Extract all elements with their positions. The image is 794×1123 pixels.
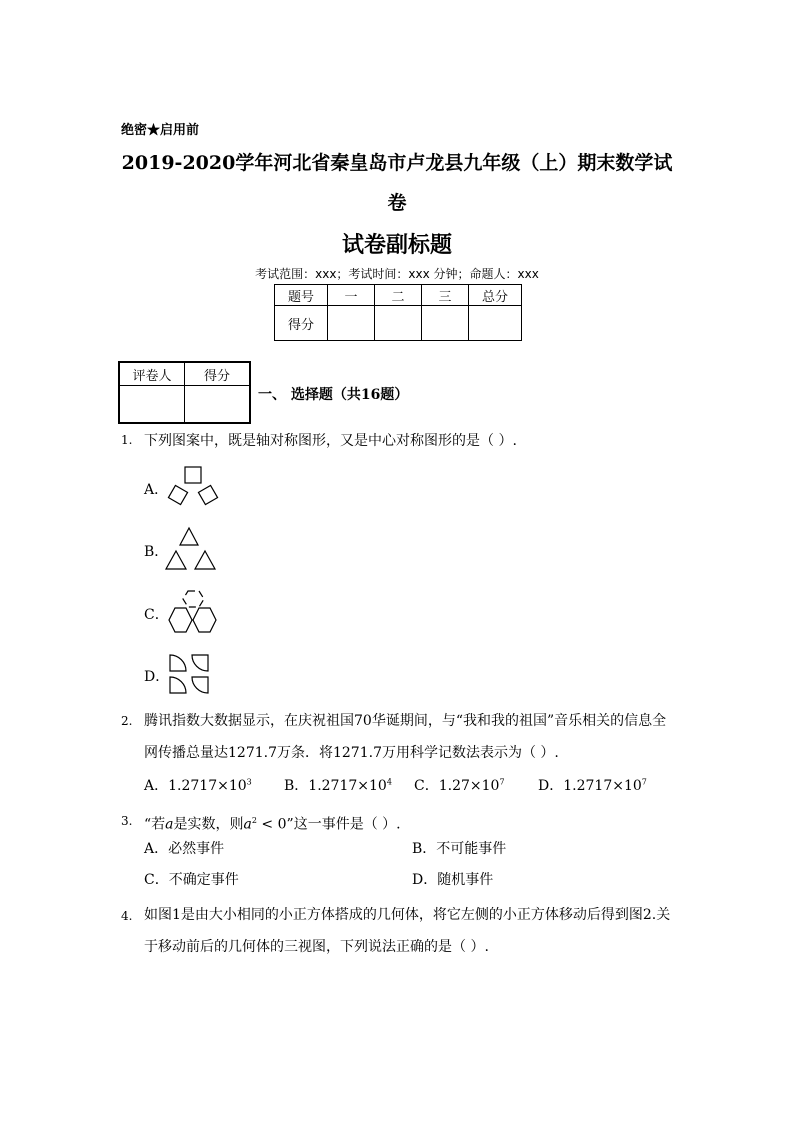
score-cell — [422, 306, 469, 341]
score-header-1: 一 — [328, 285, 375, 306]
question-3-text — [144, 806, 401, 840]
grader-score-cell — [185, 386, 251, 424]
q2-option-a — [144, 775, 252, 795]
score-header-total: 总分 — [469, 285, 522, 306]
figure-triangles — [165, 527, 217, 571]
question-number: 4. — [121, 909, 133, 923]
figure-squares — [165, 466, 221, 508]
q3-exp: 2 — [251, 816, 257, 825]
q2-option-b-label: B． — [284, 778, 309, 794]
q2-option-c-exp: 7 — [499, 777, 505, 787]
q2-option-c-base: 1.27×10 — [438, 778, 500, 794]
q3-option-c: C．不确定事件 — [144, 872, 239, 888]
question-number: 2. — [121, 714, 133, 728]
exam-info: 考试范围：xxx；考试时间：xxx 分钟；命题人：xxx — [255, 267, 539, 281]
score-cell — [375, 306, 422, 341]
question-number: 3. — [121, 814, 133, 828]
q2-option-c-label: C． — [414, 778, 439, 794]
option-c-label: C． — [144, 607, 169, 623]
q2-option-b-exp: 4 — [386, 777, 392, 787]
q2-option-b-base: 1.2717×10 — [308, 778, 387, 794]
score-row-label: 得分 — [275, 306, 328, 341]
q3-text-mid: 是实数，则 — [173, 816, 244, 833]
q2-option-d-base: 1.2717×10 — [563, 778, 642, 794]
section-title: 一、 选择题（共16题） — [258, 387, 409, 403]
score-header-number: 题号 — [275, 285, 328, 306]
q3-var-a: a — [165, 816, 174, 833]
q3-var-a2: a — [243, 816, 252, 833]
exam-subtitle: 试卷副标题 — [341, 232, 452, 258]
q3-option-a: A．必然事件 — [144, 841, 225, 857]
q3-text-post: ”这一事件是（ ）. — [286, 816, 401, 833]
exam-title-line1: 2019-2020学年河北省秦皇岛市卢龙县九年级（上）期末数学试 — [121, 152, 673, 174]
confidential-mark: 绝密★启用前 — [121, 123, 200, 138]
option-b-label: B． — [144, 544, 169, 560]
grader-header: 评卷人 — [119, 362, 185, 386]
q3-option-b: B．不可能事件 — [412, 841, 507, 857]
grader-table — [118, 361, 251, 424]
exam-title-line2: 卷 — [387, 192, 407, 214]
q2-option-b — [284, 775, 392, 795]
option-d-label: D． — [144, 669, 170, 685]
q2-option-d-label: D． — [538, 778, 564, 794]
q3-text-pre: “若 — [144, 816, 166, 833]
q3-option-d: D．随机事件 — [412, 872, 494, 888]
score-header-2: 二 — [375, 285, 422, 306]
q2-option-a-label: A． — [144, 778, 169, 794]
q2-option-a-base: 1.2717×10 — [168, 778, 247, 794]
grader-cell — [119, 386, 185, 424]
figure-hexagons — [166, 587, 220, 635]
question-number: 1. — [121, 433, 133, 447]
score-table — [274, 284, 522, 341]
q2-option-a-exp: 3 — [246, 777, 252, 787]
option-a-label: A． — [144, 482, 169, 498]
question-2-text-line1: 腾讯指数大数据显示，在庆祝祖国70华诞期间，与“我和我的祖国”音乐相关的信息全 — [144, 713, 667, 729]
question-1-text: 下列图案中，既是轴对称图形，又是中心对称图形的是（ ）. — [144, 433, 517, 449]
question-2-text-line2: 网传播总量达1271.7万条．将1271.7万用科学记数法表示为（ ）. — [144, 745, 559, 761]
q3-lt0: < 0 — [256, 816, 287, 833]
grader-score-header: 得分 — [185, 362, 251, 386]
q2-option-d-exp: 7 — [641, 777, 647, 787]
question-4-text-line1: 如图1是由大小相同的小正方体搭成的几何体，将它左侧的小正方体移动后得到图2.关 — [144, 907, 671, 923]
score-cell — [328, 306, 375, 341]
score-header-3: 三 — [422, 285, 469, 306]
question-4-text-line2: 于移动前后的几何体的三视图，下列说法正确的是（ ）. — [144, 939, 489, 955]
score-cell — [469, 306, 522, 341]
q2-option-d — [538, 775, 647, 795]
q2-option-c — [414, 775, 505, 795]
figure-quarter-circles — [168, 653, 212, 695]
